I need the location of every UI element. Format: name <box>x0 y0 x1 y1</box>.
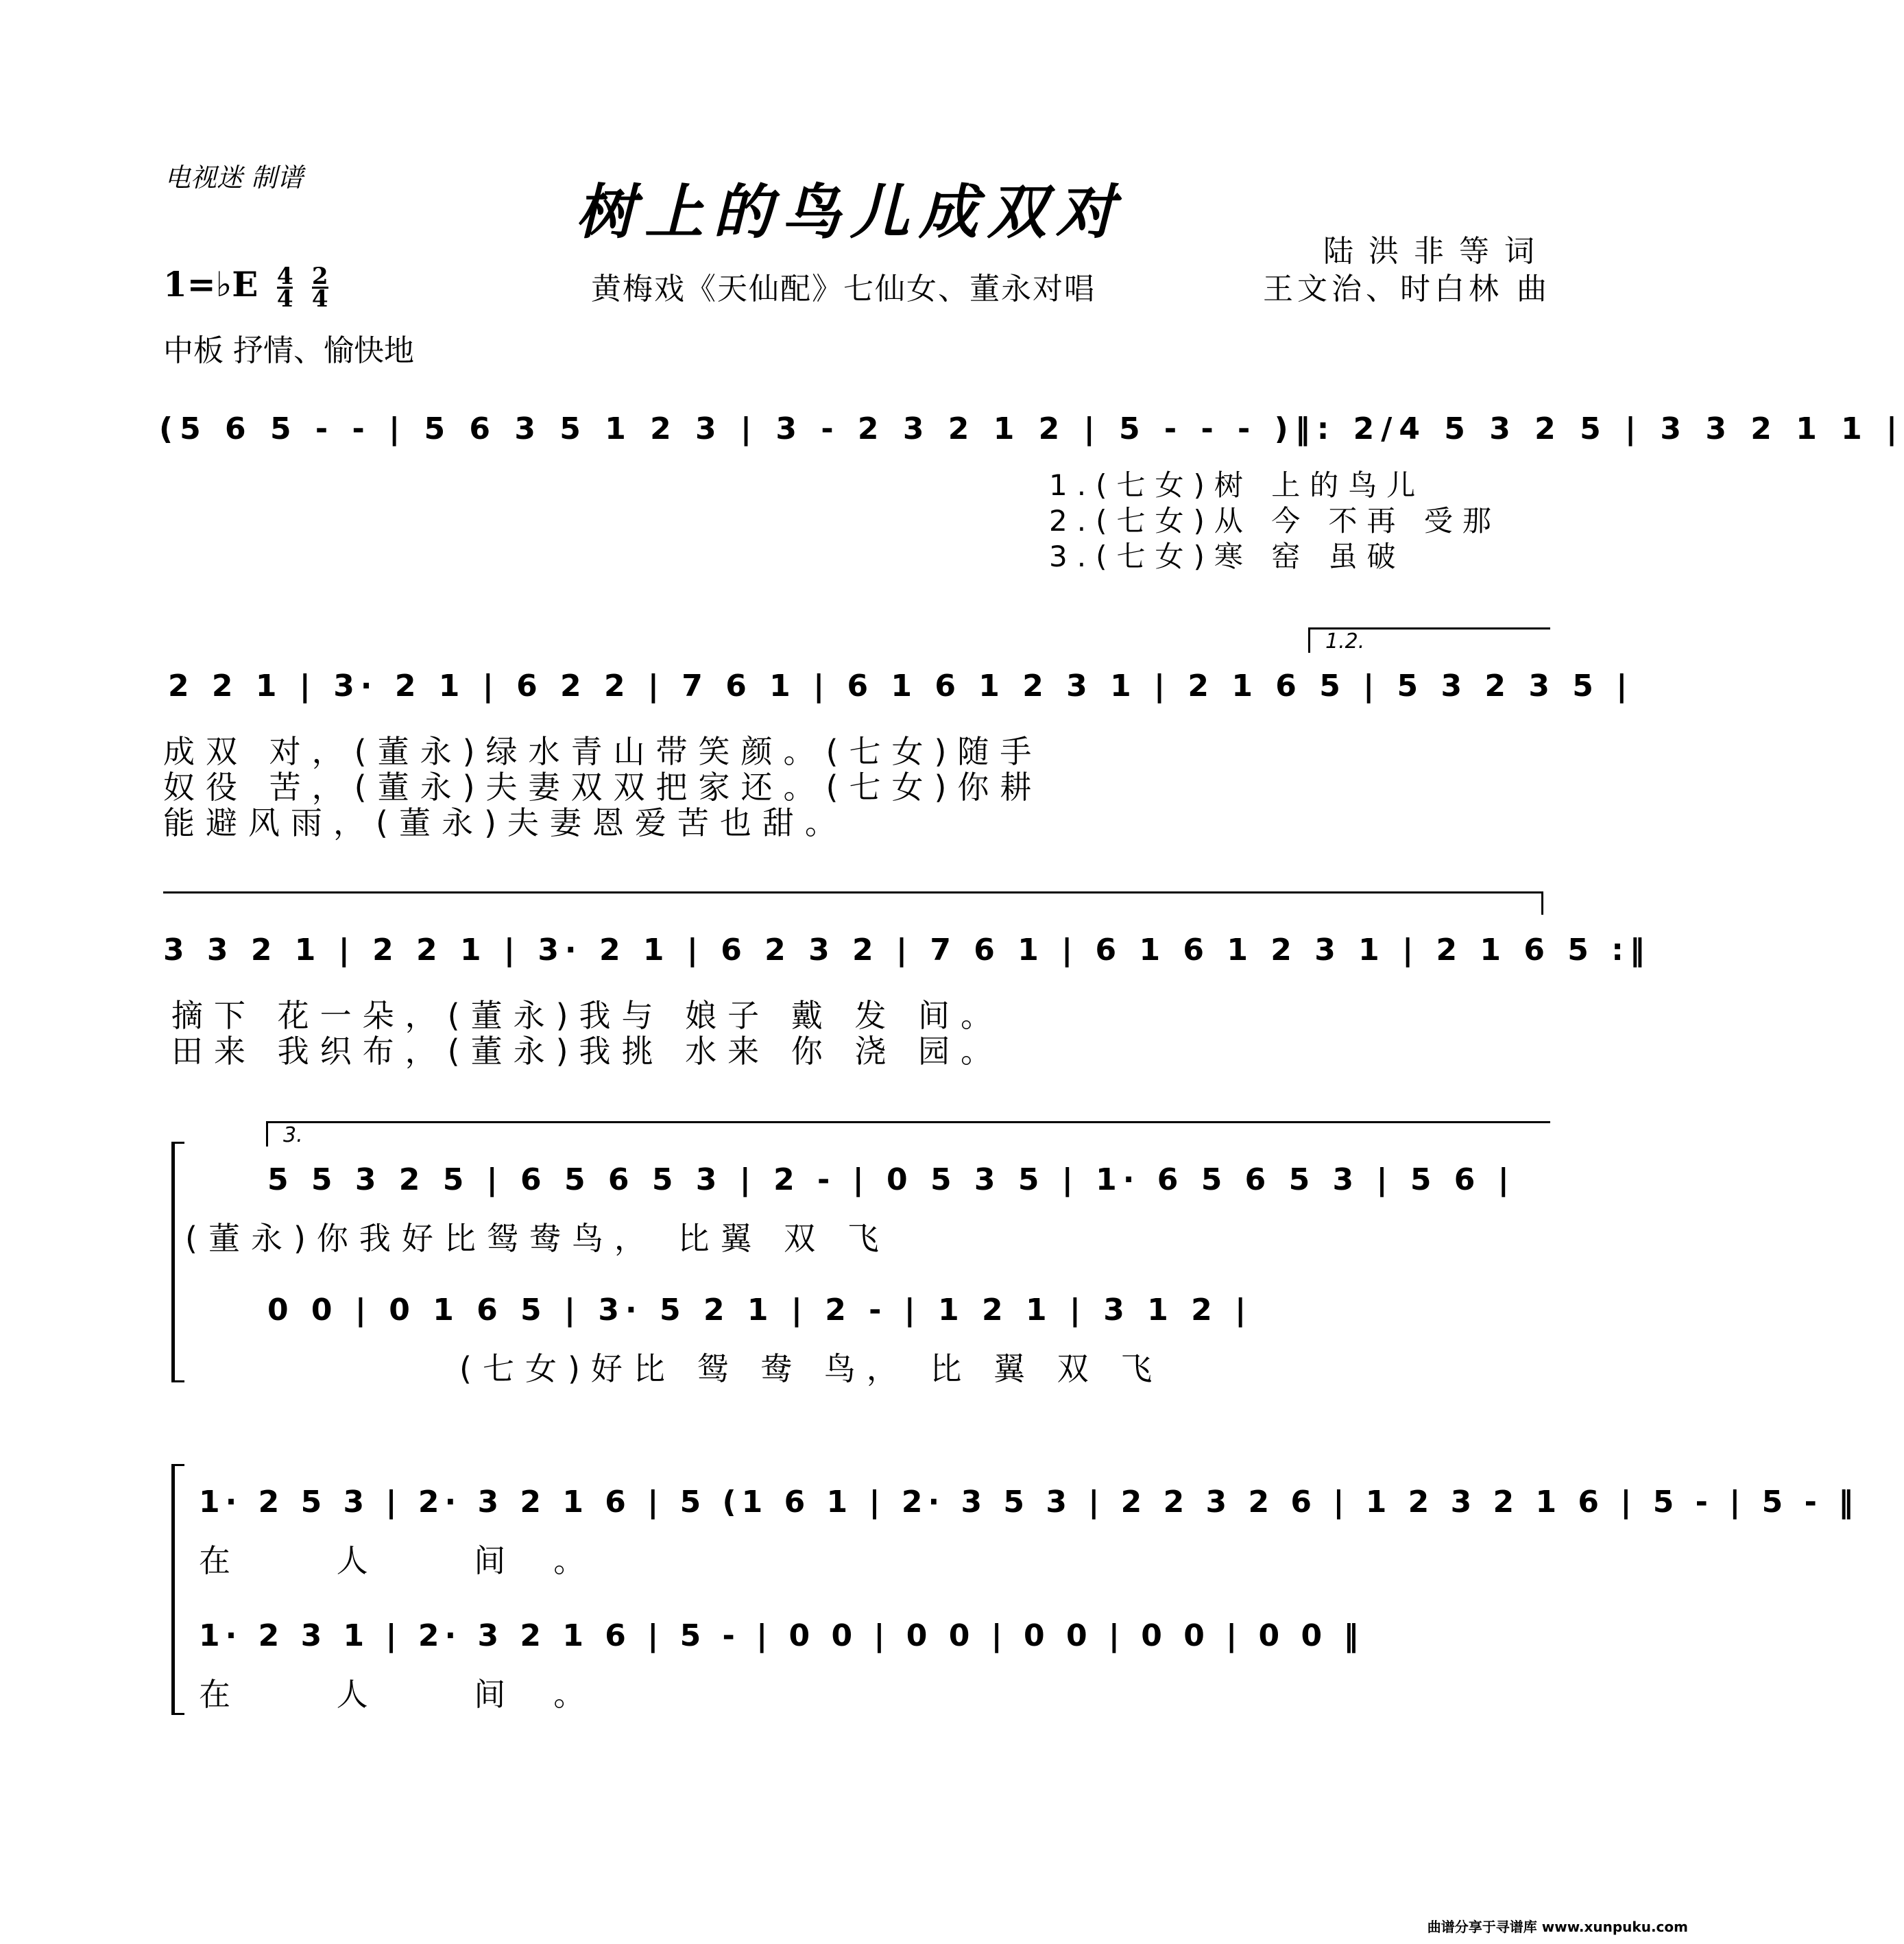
lyric-line-2-verse-2: 奴役 苦，(董永)夫妻双双把家还。(七女)你耕 <box>163 769 1043 806</box>
lyric-line-4-lower: (七女)好比 鸳 鸯 鸟， 比 翼 双 飞 <box>459 1350 1164 1387</box>
lyric-line-5-lower: 在 人 间。 <box>199 1676 634 1713</box>
score-line-1: (5 6 5 - - | 5 6 3 5 1 2 3 | 3 - 2 3 2 1 2 | 5 - - - )‖: 2/4 5 3 2 5 | 3 3 2 1 1 | <box>159 411 1904 446</box>
score-line-5-upper: 1· 2 5 3 | 2· 3 2 1 6 | 5 (1 6 1 | 2· 3 5 3 | 2 2 3 2 6 | 1 2 3 2 1 6 | 5 - | 5 - ‖ <box>199 1485 1859 1520</box>
lyric-line-2-verse-3: 能避风雨，(董永)夫妻恩爱苦也甜。 <box>163 804 847 841</box>
credit-text: 电视迷 制谱 <box>165 163 304 193</box>
lyric-line-3-verse-2: 田来 我织布，(董永)我挑 水来 你 浇 园。 <box>171 1033 1004 1070</box>
score-line-2: 2 2 1 | 3· 2 1 | 6 2 2 | 7 6 1 | 6 1 6 1 2 3 1 | 2 1 6 5 | 5 3 2 3 5 | <box>168 669 1634 704</box>
volta-extension-line <box>163 891 1543 893</box>
volta-1-2-label: 1.2. <box>1325 629 1365 653</box>
system-4-brace <box>171 1142 184 1382</box>
volta-3 <box>266 1121 1550 1147</box>
lyric-line-2-verse-1: 成双 对，(董永)绿水青山带笑颜。(七女)随手 <box>163 733 1043 770</box>
time2-denominator: 4 <box>311 285 328 313</box>
system-5-brace <box>171 1464 184 1715</box>
footer-watermark: 曲谱分享于寻谱库 www.xunpuku.com <box>1427 1919 1688 1935</box>
key-label: 1=♭E <box>163 264 258 304</box>
song-title: 树上的鸟儿成双对 <box>576 178 1124 247</box>
time1-denominator: 4 <box>276 285 293 313</box>
lyric-line-3-verse-1: 摘下 花一朵，(董永)我与 娘子 戴 发 间。 <box>171 997 1004 1034</box>
key-signature <box>163 262 328 313</box>
score-line-3: 3 3 2 1 | 2 2 1 | 3· 2 1 | 6 2 3 2 | 7 6 1 | 6 1 6 1 2 3 1 | 2 1 6 5 :‖ <box>163 933 1651 968</box>
score-line-5-lower: 1· 2 3 1 | 2· 3 2 1 6 | 5 - | 0 0 | 0 0 | 0 0 | 0 0 | 0 0 ‖ <box>199 1618 1364 1653</box>
time-signature-1 <box>276 262 293 313</box>
volta-3-label: 3. <box>283 1123 303 1147</box>
lyric-line-1-verse-3: 3.(七女)寒 窑 虽破 <box>1049 540 1406 573</box>
volta-end-mark <box>1541 891 1543 915</box>
score-line-4-lower: 0 0 | 0 1 6 5 | 3· 5 2 1 | 2 - | 1 2 1 | 3 1 2 | <box>267 1293 1253 1328</box>
lyric-line-1-verse-2: 2.(七女)从 今 不再 受那 <box>1049 504 1501 538</box>
lyricist-credit: 陆洪非等词 <box>1323 234 1550 269</box>
time2-numerator: 2 <box>311 262 328 290</box>
lyric-line-1-verse-1: 1.(七女)树 上的鸟儿 <box>1049 468 1425 502</box>
lyric-line-5-upper: 在 人 间。 <box>199 1542 634 1579</box>
tempo-marking: 中板 抒情、愉快地 <box>163 333 414 368</box>
score-line-4-upper: 5 5 3 2 5 | 6 5 6 5 3 | 2 - | 0 5 3 5 | 1· 6 5 6 5 3 | 5 6 | <box>267 1162 1515 1197</box>
composer-credit: 王文治、时白林 曲 <box>1263 272 1551 307</box>
volta-1-2 <box>1308 627 1550 653</box>
time1-numerator: 4 <box>276 262 293 290</box>
subtitle: 黄梅戏《天仙配》七仙女、董永对唱 <box>591 272 1096 307</box>
lyric-line-4-upper: (董永)你我好比鸳鸯鸟， 比翼 双 飞 <box>185 1220 890 1257</box>
time-signature-2 <box>311 262 328 313</box>
